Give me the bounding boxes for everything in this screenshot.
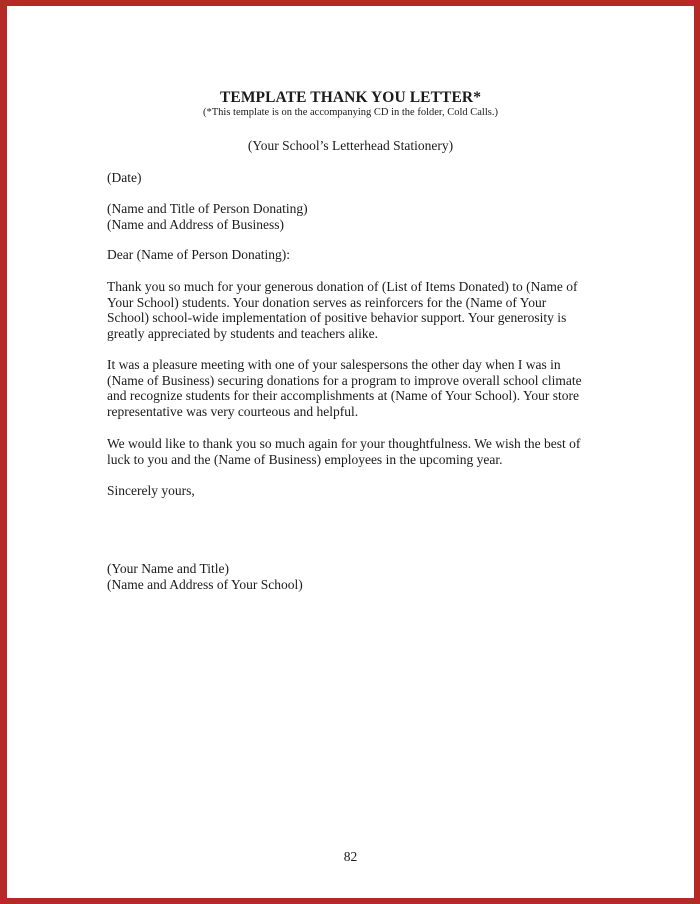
- paragraph-line: Your School) students. Your donation serves as reinforcers for the (Name of Your: [107, 294, 547, 310]
- paragraph-1: [107, 279, 607, 341]
- date-placeholder: (Date): [107, 170, 142, 185]
- salutation: [107, 247, 607, 263]
- paragraph-line: We would like to thank you so much again for your thoughtfulness. We wish the best of: [107, 436, 581, 451]
- signer-address-line: (Name and Address of Your School): [107, 576, 303, 592]
- recipient-block: [107, 201, 607, 232]
- salutation-text: Dear (Name of Person Donating):: [107, 247, 290, 262]
- paragraph-3: [107, 436, 607, 467]
- date-line: [107, 170, 607, 186]
- closing-text: Sincerely yours,: [107, 483, 195, 498]
- letterhead-placeholder: (Your School’s Letterhead Stationery): [247, 138, 454, 153]
- paragraph-line: and recognize students for their accomplishments at (Name of Your School). Your store: [107, 388, 580, 404]
- page-border: [2, 2, 698, 902]
- closing: [107, 483, 607, 499]
- paragraph-line: representative was very courteous and helpful.: [107, 403, 359, 419]
- template-note: (*This template is on the accompanying CD in the folder, Cold Calls.): [203, 107, 498, 118]
- letter-page: [7, 6, 694, 898]
- paragraph-line: (Name of Business) securing donations for a program to improve overall school climate: [107, 372, 582, 388]
- paragraph-line: It was a pleasure meeting with one of your salespersons the other day when I was in: [107, 357, 561, 372]
- paragraph-line: Thank you so much for your generous donation of (List of Items Donated) to (Name of: [107, 279, 578, 294]
- paragraph-line: School) school-wide implementation of positive behavior support. Your generosity is: [107, 310, 567, 326]
- paragraph-line: greatly appreciated by students and teachers alike.: [107, 325, 379, 341]
- letter-title: TEMPLATE THANK YOU LETTER*: [219, 89, 482, 106]
- page-number: 82: [343, 849, 358, 864]
- recipient-address-line: (Name and Address of Business): [107, 216, 284, 232]
- signature-block: [107, 561, 607, 592]
- signer-name-line: (Your Name and Title): [107, 561, 230, 576]
- paragraph-line: luck to you and the (Name of Business) employees in the upcoming year.: [107, 451, 503, 467]
- paragraph-2: [107, 357, 607, 419]
- recipient-name-line: (Name and Title of Person Donating): [107, 201, 308, 216]
